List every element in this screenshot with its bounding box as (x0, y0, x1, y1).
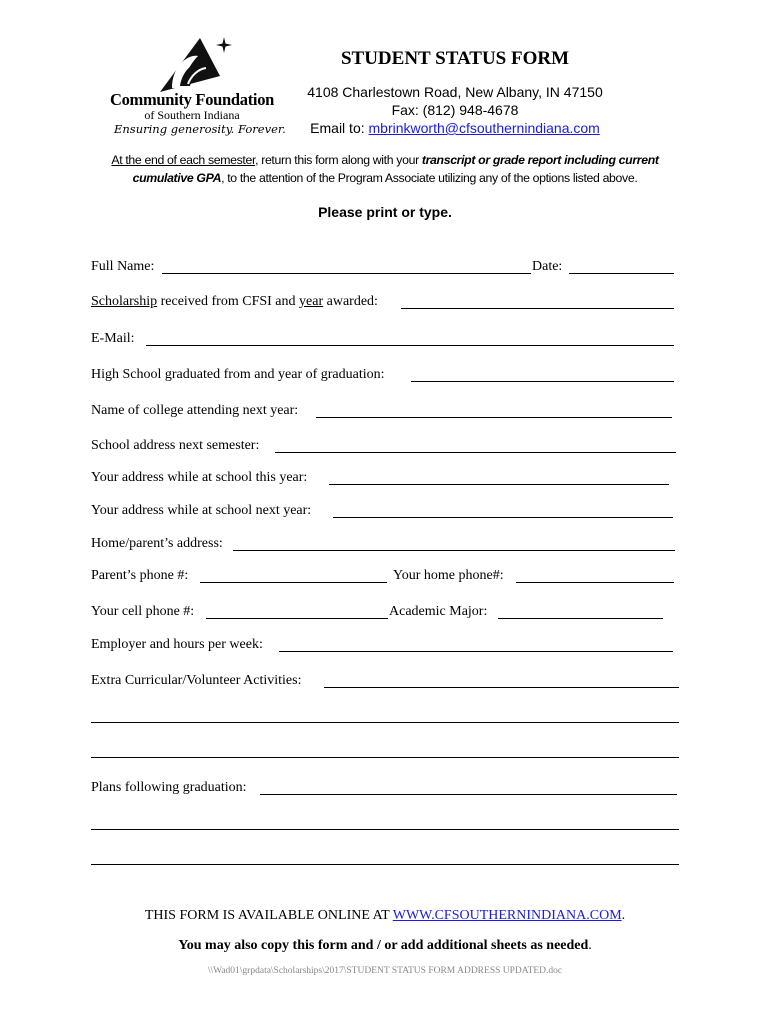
college-label: Name of college attending next year: (91, 403, 299, 418)
plans-line-2[interactable] (91, 829, 679, 830)
address-next-year-label: Your address while at school next year: (91, 503, 312, 518)
high-school-field[interactable] (411, 381, 674, 382)
date-label: Date: (532, 259, 563, 274)
academic-major-label: Academic Major: (389, 604, 488, 619)
mailing-address: 4108 Charlestown Road, New Albany, IN 47150 (307, 84, 603, 100)
cell-phone-label: Your cell phone #: (91, 604, 195, 619)
copy-text: You may also copy this form and / or add additional sheets as needed (178, 938, 589, 953)
scholarship-field[interactable] (401, 308, 674, 309)
file-path: \\Wad01\grpdata\Scholarships\2017\STUDENT STATUS FORM ADDRESS UPDATED.doc (207, 966, 563, 976)
academic-major-field[interactable] (498, 618, 663, 619)
plans-field[interactable] (260, 794, 677, 795)
email-field-label: E-Mail: (91, 331, 135, 346)
parent-phone-label: Parent’s phone #: (91, 568, 189, 583)
instructions-when: At the end of each semester (111, 153, 256, 167)
extra-curricular-line-3[interactable] (91, 757, 679, 758)
parent-phone-field[interactable] (200, 582, 387, 583)
extra-curricular-field[interactable] (324, 687, 679, 688)
extra-curricular-label: Extra Curricular/Volunteer Activities: (91, 673, 302, 688)
cell-phone-field[interactable] (206, 618, 388, 619)
print-instruction: Please print or type. (318, 204, 452, 220)
address-this-year-field[interactable] (329, 484, 669, 485)
email-field[interactable] (146, 345, 674, 346)
online-end: . (621, 908, 626, 923)
community-foundation-logo (104, 36, 284, 141)
logo-name: Community Foundation (109, 90, 275, 109)
school-address-field[interactable] (275, 452, 676, 453)
home-phone-field[interactable] (516, 582, 674, 583)
extra-curricular-line-2[interactable] (91, 722, 679, 723)
scholarship-end: awarded: (323, 294, 378, 309)
full-name-label: Full Name: (91, 259, 155, 274)
full-name-field[interactable] (162, 273, 531, 274)
home-address-field[interactable] (233, 550, 675, 551)
website-link[interactable]: WWW.CFSOUTHERNINDIANA.COM (392, 908, 622, 923)
copy-end: . (588, 938, 592, 953)
school-address-label: School address next semester: (91, 438, 260, 453)
copy-note (90, 938, 680, 954)
form-title: STUDENT STATUS FORM (340, 48, 570, 69)
online-availability (90, 908, 680, 924)
fax-number: Fax: (812) 948-4678 (391, 102, 519, 118)
home-address-label: Home/parent’s address: (91, 536, 223, 551)
employer-field[interactable] (279, 651, 673, 652)
address-next-year-field[interactable] (333, 517, 673, 518)
scholarship-word: Scholarship (91, 294, 158, 309)
scholarship-label (91, 294, 378, 310)
instructions-emphasis: transcript or grade report including current cumulative GPA (132, 153, 659, 185)
logo-subtitle: of Southern Indiana (144, 108, 240, 122)
logo-tagline: Ensuring generosity. Forever. (114, 122, 286, 136)
home-phone-label: Your home phone#: (393, 568, 504, 583)
instructions-text-a: , return this form along with your (255, 153, 422, 167)
scholarship-year-word: year (299, 294, 324, 309)
date-field[interactable] (569, 273, 674, 274)
plans-line-3[interactable] (91, 864, 679, 865)
logo-emblem-icon (158, 36, 234, 94)
instructions-text-b: , to the attention of the Program Associate utilizing any of the options listed above. (221, 170, 638, 185)
employer-label: Employer and hours per week: (91, 637, 263, 652)
email-link[interactable]: mbrinkworth@cfsouthernindiana.com (368, 120, 600, 136)
email-line (290, 120, 620, 136)
email-label: Email to: (310, 120, 369, 136)
high-school-label: High School graduated from and year of graduation: (91, 367, 385, 382)
online-text: THIS FORM IS AVAILABLE ONLINE AT (144, 908, 393, 923)
address-this-year-label: Your address while at school this year: (91, 470, 308, 485)
scholarship-mid: received from CFSI and (157, 294, 300, 309)
plans-label: Plans following graduation: (91, 780, 247, 795)
college-field[interactable] (316, 417, 672, 418)
instructions (100, 152, 670, 187)
